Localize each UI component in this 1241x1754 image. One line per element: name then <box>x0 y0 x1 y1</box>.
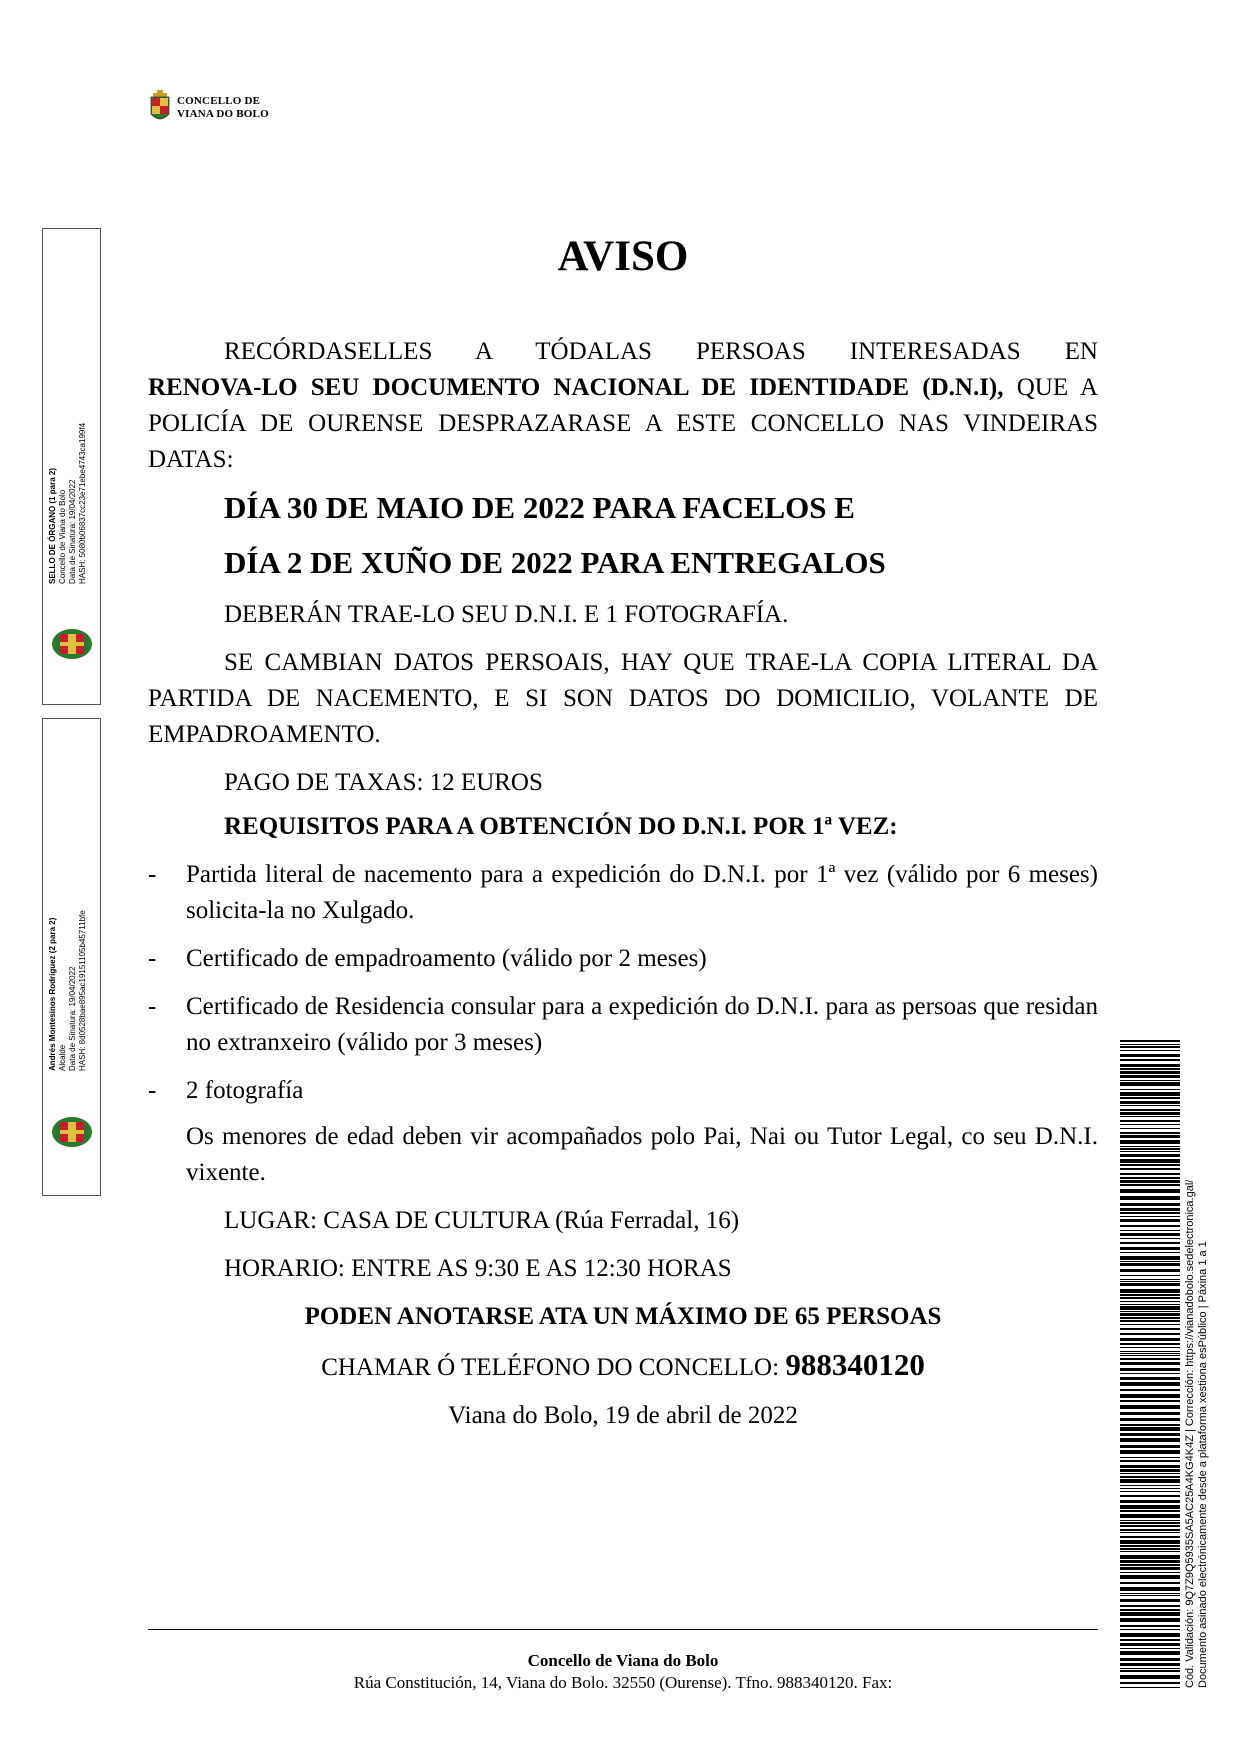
barcode-bar <box>1120 1460 1180 1462</box>
barcode-bar <box>1120 1082 1180 1086</box>
barcode-bar <box>1120 1080 1180 1081</box>
barcode-bar <box>1120 1555 1180 1559</box>
barcode-bar <box>1120 1465 1180 1468</box>
barcode-bar <box>1120 1146 1180 1147</box>
barcode-bar <box>1120 1567 1180 1570</box>
list-item: - Certificado de Residencia consular para a expedición do D.N.I. para as persoas que residan no extranxeiro (válido por 3 meses) <box>148 993 1098 1056</box>
barcode-bar <box>1120 1046 1180 1048</box>
barcode-bar <box>1120 1281 1180 1282</box>
barcode-bar <box>1120 1491 1180 1492</box>
barcode-bar <box>1120 1362 1180 1365</box>
barcode-bar <box>1120 1510 1180 1512</box>
barcode-bar <box>1120 1633 1180 1637</box>
barcode-bar <box>1120 1092 1180 1096</box>
barcode <box>1120 1040 1180 1688</box>
barcode-bar <box>1120 1353 1180 1354</box>
barcode-bar <box>1120 1311 1180 1312</box>
barcode-bar <box>1120 1109 1180 1111</box>
call-label: CHAMAR Ó TELÉFONO DO CONCELLO: <box>321 1354 786 1381</box>
barcode-bar <box>1120 1412 1180 1415</box>
barcode-bar <box>1120 1560 1180 1563</box>
logo-line-2: VIANA DO BOLO <box>177 108 269 120</box>
barcode-bar <box>1120 1247 1180 1250</box>
barcode-bar <box>1120 1189 1180 1193</box>
barcode-bar <box>1120 1289 1180 1293</box>
barcode-bar <box>1120 1599 1180 1602</box>
barcode-bar <box>1120 1313 1180 1316</box>
barcode-bar <box>1120 1368 1180 1371</box>
barcode-bar <box>1120 1068 1180 1070</box>
barcode-bar <box>1120 1389 1180 1391</box>
barcode-bar <box>1120 1668 1180 1669</box>
intro-bold: RENOVA-LO SEU DOCUMENTO NACIONAL DE IDENTIDADE (D.N.I), <box>148 374 1004 401</box>
barcode-bar <box>1120 1097 1180 1099</box>
barcode-bar <box>1120 1216 1180 1217</box>
barcode-bar <box>1120 1044 1180 1045</box>
barcode-bar <box>1120 1159 1180 1163</box>
barcode-bar <box>1120 1418 1180 1421</box>
barcode-bar <box>1120 1663 1180 1666</box>
intro-text-2: QUE A POLICÍA DE OURENSE DESPRAZARASE A ESTE CONCELLO NAS VINDEIRAS DATAS: <box>148 374 1098 473</box>
signature-2-line3: HASH: 8d0528bae895ac1915110​5b45711bfe <box>78 910 87 1071</box>
barcode-bar <box>1120 1196 1180 1200</box>
barcode-bar <box>1120 1587 1180 1591</box>
barcode-bar <box>1120 1532 1180 1533</box>
barcode-bar <box>1120 1233 1180 1236</box>
barcode-bar <box>1120 1522 1180 1524</box>
barcode-bar <box>1120 1263 1180 1266</box>
barcode-bar <box>1120 1377 1180 1380</box>
max-persons-text: PODEN ANOTARSE ATA UN MÁXIMO DE 65 PERSOAS <box>304 1303 942 1330</box>
barcode-bar <box>1120 1485 1180 1486</box>
barcode-bar <box>1120 1132 1180 1134</box>
barcode-bar <box>1120 1225 1180 1227</box>
barcode-bar <box>1120 1203 1180 1206</box>
signature-2-title: Andrés Montesinos Rodríguez (2 para 2) <box>48 917 57 1071</box>
barcode-bar <box>1120 1177 1180 1179</box>
barcode-bar <box>1120 1275 1180 1276</box>
barcode-bar <box>1120 1347 1180 1348</box>
barcode-bar <box>1120 1238 1180 1239</box>
barcode-bar <box>1120 1301 1180 1302</box>
seal-icon <box>50 1114 94 1150</box>
barcode-bar <box>1120 1304 1180 1305</box>
barcode-bar <box>1120 1551 1180 1552</box>
signature-1-line2: Data de Sinatura: 19/04/2022 <box>68 479 77 584</box>
barcode-bar <box>1120 1500 1180 1503</box>
barcode-bar <box>1120 1164 1180 1166</box>
barcode-bar <box>1120 1173 1180 1175</box>
barcode-bar <box>1120 1400 1180 1402</box>
barcode-bar <box>1120 1116 1180 1117</box>
barcode-bar <box>1120 1075 1180 1078</box>
barcode-bar <box>1120 1618 1180 1622</box>
barcode-bar <box>1120 1582 1180 1584</box>
barcode-bar <box>1120 1252 1180 1253</box>
logo-line-1: CONCELLO DE <box>177 95 261 107</box>
barcode-bar <box>1120 1105 1180 1106</box>
barcode-bar <box>1120 1476 1180 1478</box>
barcode-bar <box>1120 1230 1180 1231</box>
barcode-bar <box>1120 1529 1180 1531</box>
signature-2-line1: Alcalde <box>58 1044 67 1071</box>
barcode-bar <box>1120 1505 1180 1509</box>
change-text: SE CAMBIAN DATOS PERSOAIS, HAY QUE TRAE-LA COPIA LITERAL DA PARTIDA DE NACEMENTO, E SI SON DATOS DO DOMICILIO, VOLANTE DE EMPADROAMENTO. <box>148 649 1098 748</box>
barcode-bar <box>1120 1242 1180 1244</box>
barcode-bar <box>1120 1394 1180 1398</box>
phone-number: 988340120 <box>785 1347 925 1382</box>
barcode-bar <box>1120 1629 1180 1630</box>
barcode-bar <box>1120 1382 1180 1386</box>
barcode-bar <box>1120 1564 1180 1566</box>
call-line <box>148 1347 1098 1386</box>
seal-icon <box>50 626 94 662</box>
barcode-bar <box>1120 1054 1180 1057</box>
barcode-bar <box>1120 1651 1180 1655</box>
place-text: LUGAR: CASA DE CULTURA (Rúa Ferradal, 16) <box>224 1207 740 1234</box>
barcode-bar <box>1120 1536 1180 1538</box>
barcode-bar <box>1120 1540 1180 1544</box>
coat-of-arms-icon <box>149 90 171 126</box>
validation-line-1: Cód. Validación: 9Q7Z9Q5935SA5AC25A4KG4K4Z | Corrección: https://vianadobolo.sedelectronica.gal/ <box>1184 1179 1196 1688</box>
intro-text-1: RECÓRDASELLES A TÓDALAS PERSOAS INTERESADAS EN <box>224 338 1098 365</box>
barcode-bar <box>1120 1545 1180 1547</box>
barcode-bar <box>1120 1168 1180 1170</box>
barcode-bar <box>1120 1433 1180 1436</box>
barcode-bar <box>1120 1488 1180 1489</box>
intro-paragraph-cont <box>148 370 1098 478</box>
barcode-bar <box>1120 1450 1180 1454</box>
place-date: Viana do Bolo, 19 de abril de 2022 <box>448 1402 798 1429</box>
barcode-bar <box>1120 1514 1180 1518</box>
barcode-bar <box>1120 1575 1180 1579</box>
barcode-bar <box>1120 1338 1180 1341</box>
barcode-bar <box>1120 1548 1180 1550</box>
barcode-bar <box>1120 1595 1180 1596</box>
barcode-bar <box>1120 1343 1180 1345</box>
validation-text <box>1184 1180 1210 1688</box>
barcode-bar <box>1120 1180 1180 1183</box>
list-item: - 2 fotografía <box>148 1077 304 1104</box>
hours-text: HORARIO: ENTRE AS 9:30 E AS 12:30 HORAS <box>224 1255 732 1282</box>
barcode-bar <box>1120 1154 1180 1157</box>
barcode-bar <box>1120 1625 1180 1627</box>
barcode-bar <box>1120 1495 1180 1497</box>
barcode-bar <box>1120 1427 1180 1431</box>
barcode-bar <box>1120 1520 1180 1521</box>
barcode-bar <box>1120 1064 1180 1067</box>
barcode-bar <box>1120 1212 1180 1214</box>
barcode-bar <box>1120 1405 1180 1409</box>
barcode-bar <box>1120 1373 1180 1374</box>
minors-text: Os menores de edad deben vir acompañados polo Pai, Nai ou Tutor Legal, co seu D.N.I. vixente. <box>186 1123 1098 1186</box>
barcode-bar <box>1120 1256 1180 1260</box>
barcode-bar <box>1120 1612 1180 1616</box>
barcode-bar <box>1120 1320 1180 1322</box>
barcode-bar <box>1120 1101 1180 1104</box>
header-logo <box>149 90 269 126</box>
barcode-bar <box>1120 1424 1180 1426</box>
barcode-bar <box>1120 1297 1180 1299</box>
footer-org: Concello de Viana do Bolo <box>527 1651 719 1670</box>
barcode-bar <box>1120 1128 1180 1129</box>
barcode-bar <box>1120 1525 1180 1527</box>
barcode-bar <box>1120 1306 1180 1310</box>
barcode-bar <box>1120 1040 1180 1042</box>
barcode-bar <box>1120 1059 1180 1061</box>
footer-divider <box>148 1629 1098 1630</box>
barcode-bar <box>1120 1328 1180 1330</box>
barcode-bar <box>1120 1261 1180 1262</box>
barcode-bar <box>1120 1208 1180 1211</box>
barcode-bar <box>1120 1112 1180 1115</box>
barcode-bar <box>1120 1071 1180 1074</box>
barcode-bar <box>1120 1658 1180 1661</box>
barcode-bar <box>1120 1682 1180 1684</box>
barcode-bar <box>1120 1050 1180 1051</box>
barcode-bar <box>1120 1358 1180 1360</box>
barcode-bar <box>1120 1089 1180 1090</box>
barcode-bar <box>1120 1151 1180 1152</box>
barcode-bar <box>1120 1283 1180 1286</box>
barcode-bar <box>1120 1279 1180 1280</box>
list-item: - Partida literal de nacemento para a expedición do D.N.I. por 1ª vez (válido por 6 meses) solicita-la no Xulgado. <box>148 861 1098 924</box>
intro-paragraph <box>148 334 1098 370</box>
list-item: - Certificado de empadroamento (válido por 2 meses) <box>148 945 707 972</box>
barcode-bar <box>1120 1643 1180 1646</box>
barcode-bar <box>1120 1140 1180 1144</box>
signature-1-line3: HASH: 5080b06837cc23e71ebe4743ca199f4 <box>78 422 87 584</box>
barcode-bar <box>1120 1473 1180 1474</box>
barcode-bar <box>1120 1124 1180 1125</box>
barcode-bar <box>1120 1351 1180 1352</box>
barcode-bar <box>1120 1269 1180 1272</box>
barcode-bar <box>1120 1355 1180 1356</box>
barcode-bar <box>1120 1438 1180 1442</box>
barcode-bar <box>1120 1648 1180 1649</box>
barcode-bar <box>1120 1148 1180 1150</box>
bring-text: DEBERÁN TRAE-LO SEU D.N.I. E 1 FOTOGRAFÍA. <box>224 601 789 628</box>
signature-box-2 <box>42 718 101 1196</box>
barcode-bar <box>1120 1670 1180 1672</box>
requirements-list <box>148 857 1098 1109</box>
barcode-bar <box>1120 1687 1180 1688</box>
barcode-bar <box>1120 1457 1180 1458</box>
barcode-bar <box>1120 1609 1180 1611</box>
barcode-bar <box>1120 1184 1180 1186</box>
barcode-bar <box>1120 1479 1180 1483</box>
barcode-bar <box>1120 1120 1180 1122</box>
signature-1-text <box>48 423 88 584</box>
signature-box-1 <box>42 228 101 705</box>
signature-2-text <box>48 910 88 1071</box>
barcode-bar <box>1120 1675 1180 1679</box>
requirements-heading: REQUISITOS PARA A OBTENCIÓN DO D.N.I. POR 1ª VEZ: <box>224 813 898 840</box>
barcode-bar <box>1120 1593 1180 1594</box>
barcode-bar <box>1120 1294 1180 1296</box>
signature-1-line1: Concello de Viana do Bolo <box>58 489 67 584</box>
validation-line-2: Documento asinado electrónicamente desde a plataforma xestiona esPúblico | Páxina 1 a 1 <box>1197 1241 1209 1688</box>
footer-address: Rúa Constitución, 14, Viana do Bolo. 32550 (Ourense). Tfno. 988340120. Fax: <box>353 1673 893 1692</box>
barcode-bar <box>1120 1639 1180 1641</box>
date-deliver: DÍA 2 DE XUÑO DE 2022 PARA ENTREGALOS <box>224 545 886 580</box>
signature-2-line2: Data de Sinatura: 19/04/2022 <box>68 966 77 1071</box>
barcode-bar <box>1120 1135 1180 1138</box>
barcode-bar <box>1120 1324 1180 1325</box>
barcode-bar <box>1120 1605 1180 1607</box>
barcode-bar <box>1120 1219 1180 1222</box>
footer <box>148 1650 1098 1694</box>
barcode-bar <box>1120 1469 1180 1472</box>
fee-text: PAGO DE TAXAS: 12 EUROS <box>224 769 543 796</box>
barcode-bar <box>1120 1333 1180 1335</box>
barcode-bar <box>1120 1572 1180 1573</box>
barcode-bar <box>1120 1317 1180 1319</box>
page-title: AVISO <box>557 233 689 280</box>
barcode-bar <box>1120 1445 1180 1448</box>
signature-1-title: SELLO DE ÓRGANO (1 para 2) <box>48 467 57 584</box>
date-make: DÍA 30 DE MAIO DE 2022 PARA FACELOS E <box>224 490 855 525</box>
document-body <box>148 334 1098 1434</box>
